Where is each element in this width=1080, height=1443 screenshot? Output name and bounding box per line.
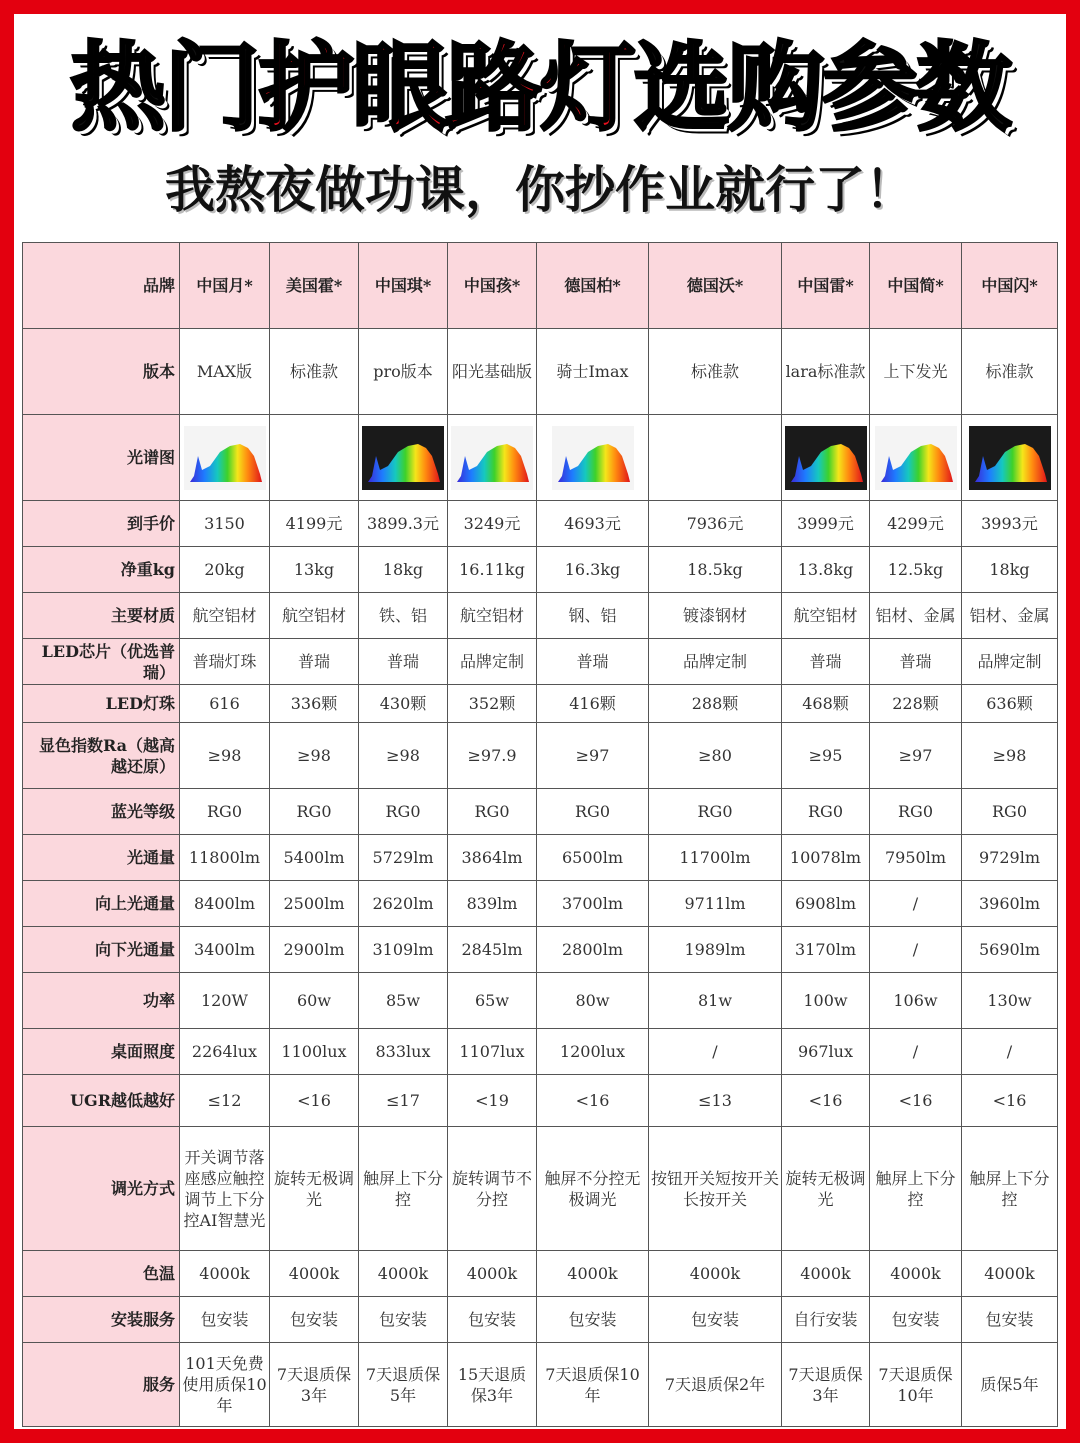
table-cell: 3700lm <box>537 881 649 927</box>
table-cell: lara标准款 <box>782 329 870 415</box>
row-header: 向上光通量 <box>23 881 180 927</box>
brand-cell: 中国孩* <box>448 243 537 329</box>
table-cell: RG0 <box>782 789 870 835</box>
table-cell: <16 <box>537 1075 649 1127</box>
table-cell: 100w <box>782 973 870 1029</box>
table-cell: pro版本 <box>359 329 448 415</box>
table-cell: 7天退质保2年 <box>649 1343 782 1427</box>
table-cell: ≥98 <box>270 723 359 789</box>
table-cell: MAX版 <box>180 329 270 415</box>
table-cell: ≥98 <box>359 723 448 789</box>
table-cell: 101天免费使用质保10年 <box>180 1343 270 1427</box>
table-cell: 7天退质保3年 <box>782 1343 870 1427</box>
table-cell: ≤12 <box>180 1075 270 1127</box>
table-cell: 普瑞灯珠 <box>180 639 270 685</box>
spectrum-cell <box>180 415 270 501</box>
table-cell: RG0 <box>448 789 537 835</box>
table-cell: ≥97 <box>537 723 649 789</box>
spectrum-chart-image <box>785 426 867 490</box>
table-cell: 包安装 <box>359 1297 448 1343</box>
row-header: 向下光通量 <box>23 927 180 973</box>
table-cell: 标准款 <box>649 329 782 415</box>
table-cell: 品牌定制 <box>649 639 782 685</box>
table-cell: 3170lm <box>782 927 870 973</box>
table-cell: 12.5kg <box>870 547 962 593</box>
table-cell: 228颗 <box>870 685 962 723</box>
table-cell: 636颗 <box>962 685 1058 723</box>
table-cell: 航空铝材 <box>782 593 870 639</box>
table-cell: RG0 <box>180 789 270 835</box>
table-cell: 1200lux <box>537 1029 649 1075</box>
table-cell: / <box>649 1029 782 1075</box>
table-cell: 468颗 <box>782 685 870 723</box>
spectrum-cell <box>359 415 448 501</box>
spectrum-chart-image <box>362 426 444 490</box>
table-cell: 触屏上下分控 <box>359 1127 448 1251</box>
table-cell: 普瑞 <box>870 639 962 685</box>
spectrum-chart-image <box>451 426 533 490</box>
row-header: 品牌 <box>23 243 180 329</box>
table-cell: 触屏上下分控 <box>870 1127 962 1251</box>
table-cell: 1989lm <box>649 927 782 973</box>
spectrum-cell <box>270 415 359 501</box>
table-cell: 航空铝材 <box>448 593 537 639</box>
table-cell: 10078lm <box>782 835 870 881</box>
row-header: LED灯珠 <box>23 685 180 723</box>
table-cell: 4000k <box>962 1251 1058 1297</box>
table-cell: 品牌定制 <box>448 639 537 685</box>
table-cell: 16.11kg <box>448 547 537 593</box>
table-cell: ≥98 <box>962 723 1058 789</box>
table-cell: 3864lm <box>448 835 537 881</box>
table-row <box>23 723 1058 789</box>
row-header: 净重kg <box>23 547 180 593</box>
table-cell: 自行安装 <box>782 1297 870 1343</box>
table-cell: 7天退质保5年 <box>359 1343 448 1427</box>
title-part-3: 选购参数 <box>634 32 1010 144</box>
brand-cell: 中国琪* <box>359 243 448 329</box>
table-cell: <16 <box>270 1075 359 1127</box>
table-cell: 6500lm <box>537 835 649 881</box>
table-row <box>23 881 1058 927</box>
table-cell: <16 <box>870 1075 962 1127</box>
table-cell: 6908lm <box>782 881 870 927</box>
title-part-2: 护眼路灯 <box>258 32 634 144</box>
table-cell: 航空铝材 <box>270 593 359 639</box>
table-cell: 9711lm <box>649 881 782 927</box>
row-header: 服务 <box>23 1343 180 1427</box>
table-cell: 2620lm <box>359 881 448 927</box>
brand-cell: 德国柏* <box>537 243 649 329</box>
table-cell: RG0 <box>870 789 962 835</box>
table-cell: 普瑞 <box>782 639 870 685</box>
table-cell: 11800lm <box>180 835 270 881</box>
table-cell: ≤17 <box>359 1075 448 1127</box>
table-cell: 336颗 <box>270 685 359 723</box>
table-cell: ≥80 <box>649 723 782 789</box>
table-cell: 11700lm <box>649 835 782 881</box>
table-cell: 骑士Imax <box>537 329 649 415</box>
table-cell: 航空铝材 <box>180 593 270 639</box>
title-part-1: 热门 <box>70 32 258 144</box>
table-cell: 铝材、金属 <box>962 593 1058 639</box>
table-cell: 3249元 <box>448 501 537 547</box>
table-cell: 18kg <box>962 547 1058 593</box>
table-cell: 旋转调节不分控 <box>448 1127 537 1251</box>
table-cell: 106w <box>870 973 962 1029</box>
table-cell: 416颗 <box>537 685 649 723</box>
table-cell: 普瑞 <box>270 639 359 685</box>
table-cell: 430颗 <box>359 685 448 723</box>
table-cell: 839lm <box>448 881 537 927</box>
table-cell: RG0 <box>649 789 782 835</box>
brand-cell: 美国霍* <box>270 243 359 329</box>
table-cell: 普瑞 <box>359 639 448 685</box>
spectrum-chart-image <box>875 426 957 490</box>
table-cell: 铝材、金属 <box>870 593 962 639</box>
spectrum-cell <box>962 415 1058 501</box>
table-cell: 1107lux <box>448 1029 537 1075</box>
table-cell: 352颗 <box>448 685 537 723</box>
table-cell: 旋转无极调光 <box>782 1127 870 1251</box>
table-cell: 4000k <box>649 1251 782 1297</box>
table-cell: 开关调节落座感应触控调节上下分控AI智慧光 <box>180 1127 270 1251</box>
table-cell: 包安装 <box>649 1297 782 1343</box>
table-cell: 16.3kg <box>537 547 649 593</box>
table-cell: 18.5kg <box>649 547 782 593</box>
row-header: UGR越低越好 <box>23 1075 180 1127</box>
table-cell: 3899.3元 <box>359 501 448 547</box>
table-cell: <16 <box>782 1075 870 1127</box>
row-header: 显色指数Ra（越高越还原） <box>23 723 180 789</box>
table-row <box>23 1251 1058 1297</box>
table-cell: 包安装 <box>962 1297 1058 1343</box>
table-cell: 标准款 <box>962 329 1058 415</box>
brand-cell: 中国雷* <box>782 243 870 329</box>
table-row <box>23 789 1058 835</box>
table-row <box>23 243 1058 329</box>
brand-cell: 中国闪* <box>962 243 1058 329</box>
table-cell: 5729lm <box>359 835 448 881</box>
table-cell: 质保5年 <box>962 1343 1058 1427</box>
table-cell: <19 <box>448 1075 537 1127</box>
table-cell: / <box>870 1029 962 1075</box>
table-cell: RG0 <box>270 789 359 835</box>
table-cell: ≥97.9 <box>448 723 537 789</box>
row-header: 功率 <box>23 973 180 1029</box>
table-cell: 4000k <box>448 1251 537 1297</box>
table-cell: 包安装 <box>180 1297 270 1343</box>
brand-cell: 中国月* <box>180 243 270 329</box>
table-cell: RG0 <box>537 789 649 835</box>
table-cell: 3960lm <box>962 881 1058 927</box>
table-cell: 3400lm <box>180 927 270 973</box>
table-cell: 包安装 <box>537 1297 649 1343</box>
table-cell: 3150 <box>180 501 270 547</box>
table-cell: 1100lux <box>270 1029 359 1075</box>
table-cell: 4199元 <box>270 501 359 547</box>
table-cell: 旋转无极调光 <box>270 1127 359 1251</box>
table-cell: / <box>962 1029 1058 1075</box>
table-cell: ≤13 <box>649 1075 782 1127</box>
spectrum-chart-image <box>552 426 634 490</box>
spectrum-chart-image <box>969 426 1051 490</box>
table-cell: 2500lm <box>270 881 359 927</box>
table-row <box>23 501 1058 547</box>
table-cell: 85w <box>359 973 448 1029</box>
table-cell: 8400lm <box>180 881 270 927</box>
table-cell: 3999元 <box>782 501 870 547</box>
row-header: 色温 <box>23 1251 180 1297</box>
row-header: LED芯片（优选普瑞） <box>23 639 180 685</box>
table-cell: 20kg <box>180 547 270 593</box>
table-cell: 7天退质保10年 <box>870 1343 962 1427</box>
table-cell: 967lux <box>782 1029 870 1075</box>
spectrum-cell <box>448 415 537 501</box>
table-cell: 4000k <box>537 1251 649 1297</box>
table-cell: 普瑞 <box>537 639 649 685</box>
table-cell: 上下发光 <box>870 329 962 415</box>
table-cell: 7天退质保10年 <box>537 1343 649 1427</box>
spectrum-cell <box>782 415 870 501</box>
table-cell: 4000k <box>870 1251 962 1297</box>
row-header: 调光方式 <box>23 1127 180 1251</box>
table-cell: 81w <box>649 973 782 1029</box>
brand-cell: 德国沃* <box>649 243 782 329</box>
table-cell: 按钮开关短按开关长按开关 <box>649 1127 782 1251</box>
row-header: 到手价 <box>23 501 180 547</box>
table-cell: / <box>870 881 962 927</box>
row-header: 桌面照度 <box>23 1029 180 1075</box>
page-subtitle: 我熬夜做功课，你抄作业就行了！ <box>165 161 915 219</box>
table-row <box>23 927 1058 973</box>
row-header: 版本 <box>23 329 180 415</box>
table-row <box>23 547 1058 593</box>
table-cell: 5690lm <box>962 927 1058 973</box>
table-cell: 触屏不分控无极调光 <box>537 1127 649 1251</box>
table-cell: 288颗 <box>649 685 782 723</box>
table-cell: 15天退质保3年 <box>448 1343 537 1427</box>
table-cell: ≥98 <box>180 723 270 789</box>
table-cell: 7天退质保3年 <box>270 1343 359 1427</box>
table-cell: 4000k <box>270 1251 359 1297</box>
page-title <box>0 28 1080 148</box>
table-cell: 4299元 <box>870 501 962 547</box>
table-row <box>23 639 1058 685</box>
table-cell: 80w <box>537 973 649 1029</box>
spectrum-cell <box>649 415 782 501</box>
row-header: 安装服务 <box>23 1297 180 1343</box>
table-cell: 镀漆钢材 <box>649 593 782 639</box>
table-cell: 65w <box>448 973 537 1029</box>
table-cell: 4000k <box>180 1251 270 1297</box>
table-cell: 3109lm <box>359 927 448 973</box>
row-header: 主要材质 <box>23 593 180 639</box>
table-cell: 7936元 <box>649 501 782 547</box>
table-cell: RG0 <box>359 789 448 835</box>
table-row <box>23 1075 1058 1127</box>
table-cell: 120W <box>180 973 270 1029</box>
table-row <box>23 973 1058 1029</box>
table-row <box>23 835 1058 881</box>
spectrum-cell <box>537 415 649 501</box>
table-cell: 钢、铝 <box>537 593 649 639</box>
spec-table <box>22 242 1058 1427</box>
table-row <box>23 593 1058 639</box>
table-cell: 4693元 <box>537 501 649 547</box>
row-header: 光通量 <box>23 835 180 881</box>
table-cell: 60w <box>270 973 359 1029</box>
table-cell: 标准款 <box>270 329 359 415</box>
table-cell: 阳光基础版 <box>448 329 537 415</box>
spectrum-cell <box>870 415 962 501</box>
table-cell: 4000k <box>782 1251 870 1297</box>
table-cell: 5400lm <box>270 835 359 881</box>
row-header: 光谱图 <box>23 415 180 501</box>
table-cell: ≥95 <box>782 723 870 789</box>
table-cell: 9729lm <box>962 835 1058 881</box>
table-cell: 13kg <box>270 547 359 593</box>
table-cell: ≥97 <box>870 723 962 789</box>
table-cell: 616 <box>180 685 270 723</box>
table-row <box>23 329 1058 415</box>
table-cell: 铁、铝 <box>359 593 448 639</box>
table-cell: 3993元 <box>962 501 1058 547</box>
row-header: 蓝光等级 <box>23 789 180 835</box>
table-row <box>23 1029 1058 1075</box>
table-cell: 包安装 <box>448 1297 537 1343</box>
table-row <box>23 415 1058 501</box>
table-cell: 2264lux <box>180 1029 270 1075</box>
table-cell: 包安装 <box>270 1297 359 1343</box>
spectrum-chart-image <box>184 426 266 490</box>
table-row <box>23 685 1058 723</box>
table-cell: 2800lm <box>537 927 649 973</box>
table-cell: 包安装 <box>870 1297 962 1343</box>
table-cell: 2900lm <box>270 927 359 973</box>
table-cell: 7950lm <box>870 835 962 881</box>
table-cell: <16 <box>962 1075 1058 1127</box>
table-cell: 130w <box>962 973 1058 1029</box>
table-cell: 833lux <box>359 1029 448 1075</box>
table-row <box>23 1127 1058 1251</box>
table-cell: 2845lm <box>448 927 537 973</box>
table-cell: RG0 <box>962 789 1058 835</box>
table-cell: 18kg <box>359 547 448 593</box>
table-row <box>23 1297 1058 1343</box>
table-cell: 4000k <box>359 1251 448 1297</box>
table-cell: 触屏上下分控 <box>962 1127 1058 1251</box>
table-row <box>23 1343 1058 1427</box>
table-cell: 品牌定制 <box>962 639 1058 685</box>
table-cell: 13.8kg <box>782 547 870 593</box>
table-cell: / <box>870 927 962 973</box>
brand-cell: 中国简* <box>870 243 962 329</box>
